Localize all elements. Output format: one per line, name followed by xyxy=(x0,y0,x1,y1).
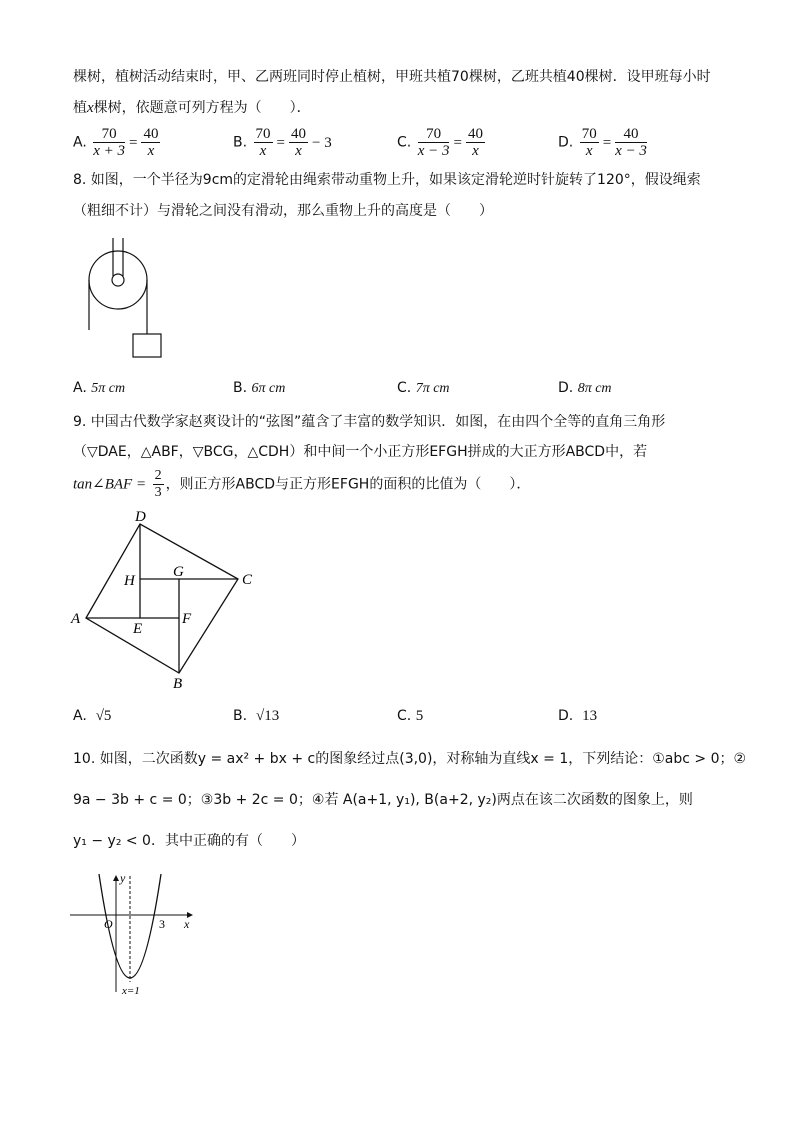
pulley-hub xyxy=(112,274,124,286)
x-label: x xyxy=(184,917,190,931)
q8-option-d[interactable]: D. 8π cm xyxy=(558,380,612,396)
label-d: D xyxy=(135,509,146,525)
q10-line3: y₁ − y₂ < 0．其中正确的有（ ） xyxy=(73,833,305,849)
label-b: B xyxy=(173,676,183,692)
origin-label: O xyxy=(104,917,113,931)
q9-line3: tan∠BAF = $\frac{2}{3}$ ，则正方形ABCD与正方形EFGH的面积的比值为（ ）． xyxy=(73,468,531,500)
q7-option-d[interactable]: D. $\frac{70}{x}$ = $\frac{40}{x - 3}$ xyxy=(558,126,647,159)
q7-line1: 棵树，植树活动结束时，甲、乙两班同时停止植树，甲班共植70棵树，乙班共植40棵树．设甲班每小时 xyxy=(73,69,711,85)
square-efgh xyxy=(140,579,179,618)
pulley-figure xyxy=(80,238,170,363)
parabola-figure xyxy=(66,870,201,998)
q7-option-c[interactable]: C. $\frac{70}{x - 3}$ = $\frac{40}{x}$ xyxy=(397,126,483,159)
q8-line2: （粗细不计）与滑轮之间没有滑动，那么重物上升的高度是（ ） xyxy=(73,203,493,219)
q10-line2: 9a − 3b + c = 0；③3b + 2c = 0；④若 A(a+1, y₁), B(a+2, y₂)两点在该二次函数的图象上，则 xyxy=(73,792,693,808)
q9-option-c[interactable]: C. 5 xyxy=(397,708,424,724)
label-c: C xyxy=(242,572,253,588)
q7-option-a[interactable]: A. $\frac{70}{x + 3}$ = $\frac{40}{x}$ xyxy=(73,126,159,159)
q9-line1: 9. 中国古代数学家赵爽设计的“弦图”蕴含了丰富的数学知识．如图，在由四个全等的直角三角形 xyxy=(73,414,666,430)
label-e: E xyxy=(133,621,143,637)
q9-option-d[interactable]: D. 13 xyxy=(558,708,598,724)
q8-option-a[interactable]: A. 5π cm xyxy=(73,380,126,396)
label-g: G xyxy=(173,564,184,580)
q9-line2: （▽DAE，△ABF，▽BCG，△CDH）和中间一个小正方形EFGH拼成的大正方形ABCD中，若 xyxy=(73,444,648,460)
weight-block xyxy=(133,334,161,357)
label-h: H xyxy=(124,573,135,589)
symmetry-label: x=1 xyxy=(122,985,140,997)
q7-option-b[interactable]: B. $\frac{70}{x}$ = $\frac{40}{x}$ − 3 xyxy=(233,126,332,159)
zhao-shuang-figure xyxy=(66,506,266,692)
y-label: y xyxy=(120,871,126,885)
q9-option-a[interactable]: A. √5 xyxy=(73,708,112,724)
label-f: F xyxy=(182,611,192,627)
q9-option-b[interactable]: B. √13 xyxy=(233,708,280,724)
q8-option-b[interactable]: B. 6π cm xyxy=(233,380,286,396)
q8-option-c[interactable]: C. 7π cm xyxy=(397,380,450,396)
q8-line1: 8. 如图，一个半径为9cm的定滑轮由绳索带动重物上升，如果该定滑轮逆时针旋转了120°，假设绳索 xyxy=(73,172,701,188)
tick-3-label: 3 xyxy=(159,917,165,931)
q7-line2: 植x棵树，依题意可列方程为（ ）． xyxy=(73,100,311,116)
square-abcd xyxy=(86,524,238,673)
label-a: A xyxy=(71,611,81,627)
q10-line1: 10. 如图，二次函数y = ax² + bx + c的图象经过点(3,0)，对称轴为直线x = 1，下列结论：①abc > 0；② xyxy=(73,751,747,767)
pulley-wheel xyxy=(89,251,147,309)
